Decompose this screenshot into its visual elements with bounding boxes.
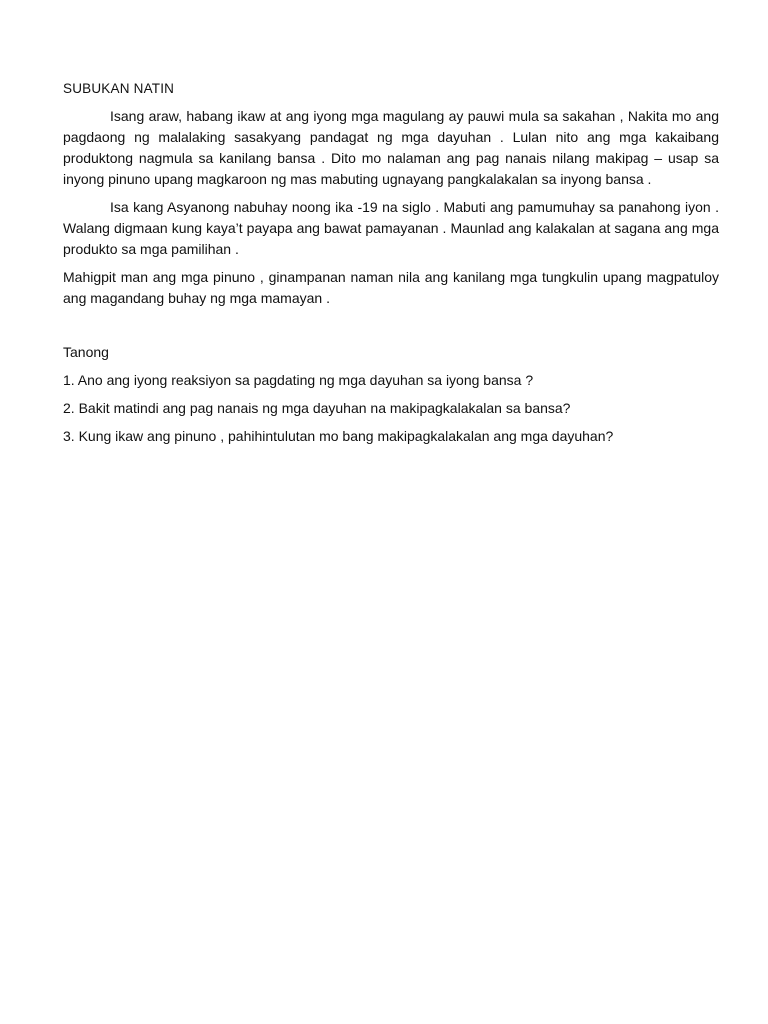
question-3: 3. Kung ikaw ang pinuno , pahihintulutan mo bang makipagkalakalan ang mga dayuhan? [63, 428, 614, 444]
paragraph-1: Isang araw, habang ikaw at ang iyong mga magulang ay pauwi mula sa sakahan , Nakita mo ang pagdaong ng malalaking sasakyang pandagat ng mga dayuhan . Lulan nito ang mga kakaibang produktong nagmula sa kanilang bansa . Dito mo nalaman ang pag nanais nilang makipag – usap sa inyong pinuno upang magkaroon ng mas mabuting ugnayang pangkalakalan sa inyong bansa . [63, 108, 719, 187]
document-heading: SUBUKAN NATIN [63, 81, 175, 96]
paragraph-2: Isa kang Asyanong nabuhay noong ika -19 na siglo . Mabuti ang pamumuhay sa panahong iyon . Walang digmaan kung kaya’t payapa ang bawat pamayanan . Maunlad ang kalakalan at sagana ang mga produkto sa mga pamilihan . [63, 199, 719, 257]
question-1: 1. Ano ang iyong reaksiyon sa pagdating ng mga dayuhan sa iyong bansa ? [63, 372, 534, 388]
section-spacer [63, 316, 719, 342]
question-2: 2. Bakit matindi ang pag nanais ng mga dayuhan na makipagkalakalan sa bansa? [63, 400, 571, 416]
questions-label: Tanong [63, 344, 109, 360]
paragraph-3: Mahigpit man ang mga pinuno , ginampanan naman nila ang kanilang mga tungkulin upang magpatuloy ang magandang buhay ng mga mamayan . [63, 269, 719, 306]
document-page [63, 78, 719, 454]
